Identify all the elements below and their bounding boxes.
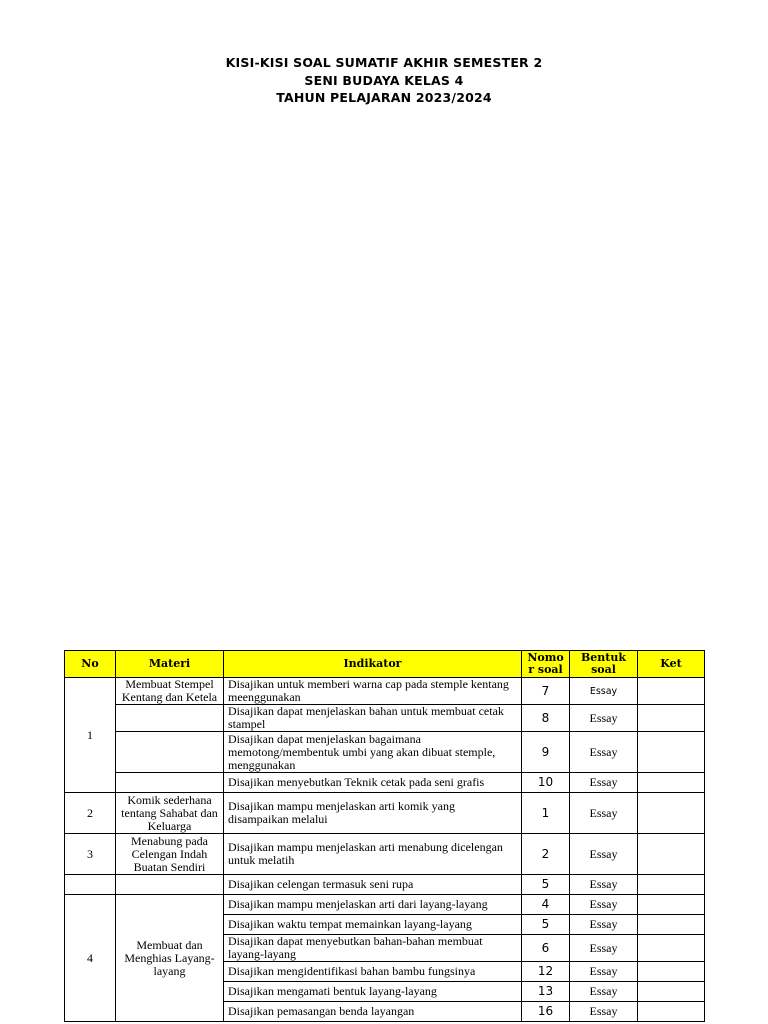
cell-bentuk-soal: Essay	[570, 935, 638, 962]
cell-ket	[638, 935, 705, 962]
cell-ket	[638, 793, 705, 834]
cell-bentuk-soal: Essay	[570, 793, 638, 834]
cell-nomor-soal: 16	[522, 1002, 570, 1022]
header-indikator: Indikator	[224, 651, 522, 678]
cell-materi	[116, 732, 224, 773]
cell-ket	[638, 895, 705, 915]
cell-no: 1	[65, 678, 116, 793]
cell-indikator: Disajikan mengidentifikasi bahan bambu fungsinya	[224, 962, 522, 982]
header-bentuk-soal: Bentuk soal	[570, 651, 638, 678]
cell-indikator: Disajikan waktu tempat memainkan layang-layang	[224, 915, 522, 935]
cell-nomor-soal: 8	[522, 705, 570, 732]
cell-indikator: Disajikan pemasangan benda layangan	[224, 1002, 522, 1022]
cell-bentuk-soal: Essay	[570, 982, 638, 1002]
cell-no: 2	[65, 793, 116, 834]
cell-nomor-soal: 10	[522, 773, 570, 793]
cell-nomor-soal: 12	[522, 962, 570, 982]
cell-ket	[638, 915, 705, 935]
cell-indikator: Disajikan menyebutkan Teknik cetak pada seni grafis	[224, 773, 522, 793]
cell-indikator: Disajikan dapat menyebutkan bahan-bahan membuat layang-layang	[224, 935, 522, 962]
cell-materi	[116, 875, 224, 895]
kisi-kisi-table	[64, 650, 705, 1022]
cell-nomor-soal: 5	[522, 875, 570, 895]
cell-nomor-soal: 6	[522, 935, 570, 962]
cell-ket	[638, 962, 705, 982]
cell-ket	[638, 875, 705, 895]
table-row	[65, 834, 705, 875]
cell-bentuk-soal: Essay	[570, 895, 638, 915]
table-row	[65, 732, 705, 773]
cell-nomor-soal: 9	[522, 732, 570, 773]
cell-bentuk-soal: Essay	[570, 875, 638, 895]
cell-nomor-soal: 4	[522, 895, 570, 915]
cell-bentuk-soal: Essay	[570, 678, 638, 705]
cell-nomor-soal: 5	[522, 915, 570, 935]
table-row	[65, 678, 705, 705]
cell-bentuk-soal: Essay	[570, 915, 638, 935]
cell-ket	[638, 773, 705, 793]
cell-indikator: Disajikan mengamati bentuk layang-layang	[224, 982, 522, 1002]
table-row	[65, 773, 705, 793]
title-line-1: KISI-KISI SOAL SUMATIF AKHIR SEMESTER 2	[225, 55, 543, 70]
cell-indikator: Disajikan mampu menjelaskan arti dari layang-layang	[224, 895, 522, 915]
cell-materi: Membuat Stempel Kentang dan Ketela	[116, 678, 224, 705]
cell-indikator: Disajikan untuk memberi warna cap pada stemple kentang meenggunakan	[224, 678, 522, 705]
cell-bentuk-soal: Essay	[570, 773, 638, 793]
cell-materi: Komik sederhana tentang Sahabat dan Keluarga	[116, 793, 224, 834]
cell-ket	[638, 678, 705, 705]
cell-indikator: Disajikan mampu menjelaskan arti menabung dicelengan untuk melatih	[224, 834, 522, 875]
cell-bentuk-soal: Essay	[570, 705, 638, 732]
cell-materi: Menabung pada Celengan Indah Buatan Sendiri	[116, 834, 224, 875]
cell-indikator: Disajikan dapat menjelaskan bagaimana memotong/membentuk umbi yang akan dibuat stemple, menggunakan	[224, 732, 522, 773]
document-title	[0, 54, 768, 107]
cell-ket	[638, 1002, 705, 1022]
table-row	[65, 705, 705, 732]
cell-ket	[638, 732, 705, 773]
cell-indikator: Disajikan celengan termasuk seni rupa	[224, 875, 522, 895]
title-line-3: TAHUN PELAJARAN 2023/2024	[276, 90, 492, 105]
cell-ket	[638, 705, 705, 732]
cell-no: 4	[65, 895, 116, 1022]
cell-materi: Membuat dan Menghias Layang-layang	[116, 895, 224, 1022]
cell-indikator: Disajikan dapat menjelaskan bahan untuk membuat cetak stampel	[224, 705, 522, 732]
cell-nomor-soal: 1	[522, 793, 570, 834]
table-header-row	[65, 651, 705, 678]
cell-ket	[638, 982, 705, 1002]
header-nomor-soal: Nomo r soal	[522, 651, 570, 678]
cell-materi	[116, 705, 224, 732]
cell-no: 3	[65, 834, 116, 875]
header-ket: Ket	[638, 651, 705, 678]
title-line-2: SENI BUDAYA KELAS 4	[304, 72, 464, 88]
header-no: No	[65, 651, 116, 678]
cell-ket	[638, 834, 705, 875]
header-materi: Materi	[116, 651, 224, 678]
cell-bentuk-soal: Essay	[570, 834, 638, 875]
cell-bentuk-soal: Essay	[570, 1002, 638, 1022]
cell-nomor-soal: 7	[522, 678, 570, 705]
cell-no	[65, 875, 116, 895]
cell-bentuk-soal: Essay	[570, 962, 638, 982]
cell-nomor-soal: 13	[522, 982, 570, 1002]
table-row	[65, 895, 705, 915]
cell-bentuk-soal: Essay	[570, 732, 638, 773]
table-row	[65, 875, 705, 895]
cell-indikator: Disajikan mampu menjelaskan arti komik yang disampaikan melalui	[224, 793, 522, 834]
cell-materi	[116, 773, 224, 793]
table-row	[65, 793, 705, 834]
cell-nomor-soal: 2	[522, 834, 570, 875]
